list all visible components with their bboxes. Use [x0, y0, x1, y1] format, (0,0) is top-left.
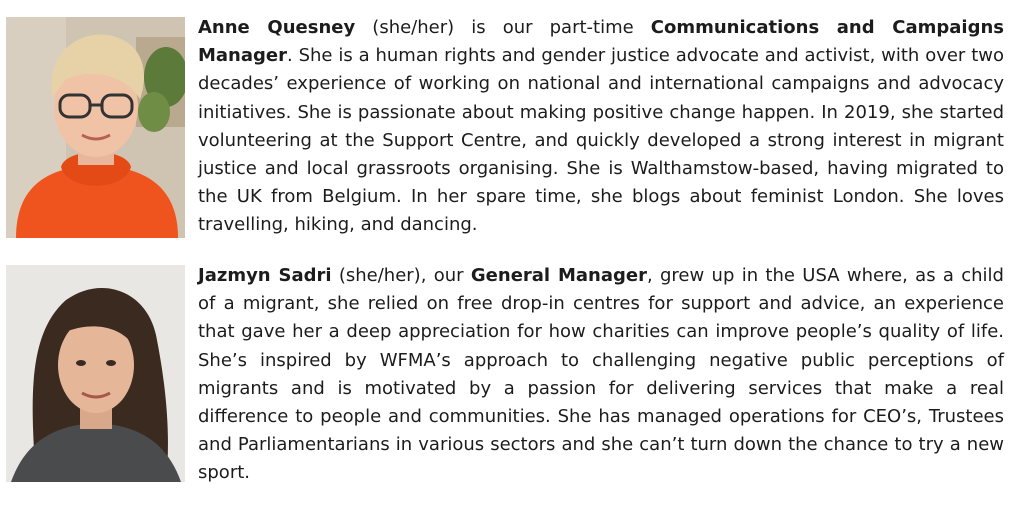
bio-text	[198, 14, 1004, 240]
bio-text	[198, 262, 1004, 488]
biography: , grew up in the USA where, as a child of a migrant, she relied on free drop-in centres for support and advice, an experience that gave her a deep appreciation for how charities can improve people’s quality of life. She’s inspired by WFMA’s approach to challenging negative public perceptions of migrants and is motivated by a passion for delivering services that make a real difference to people and communities. She has managed operations for CEO’s, Trustees and Parliamentarians in various sectors and she can’t turn down the chance to try a new sport.	[198, 265, 1004, 484]
pronouns-intro: (she/her) is our part-time	[355, 17, 651, 38]
pronouns-intro: (she/her), our	[331, 265, 471, 286]
person-name: Jazmyn Sadri	[198, 265, 332, 286]
job-title: General Manager	[470, 265, 647, 286]
person-name: Anne Quesney	[198, 17, 356, 38]
portrait-photo-jazmyn	[6, 265, 185, 482]
portrait-photo-anne	[6, 17, 185, 238]
biography: . She is a human rights and gender justice advocate and activist, with over two decades’ experience of working on national and international campaigns and advocacy initiatives. She is passionate about making positive change happen. In 2019, she started volunteering at the Support Centre, and quickly developed a strong interest in migrant justice and local grassroots organising. She is Walthamstow-based, having migrated to the UK from Belgium. In her spare time, she blogs about feminist London. She loves travelling, hiking, and dancing.	[198, 45, 1004, 236]
job-title: Communications and Campaigns Manager	[198, 17, 1004, 67]
